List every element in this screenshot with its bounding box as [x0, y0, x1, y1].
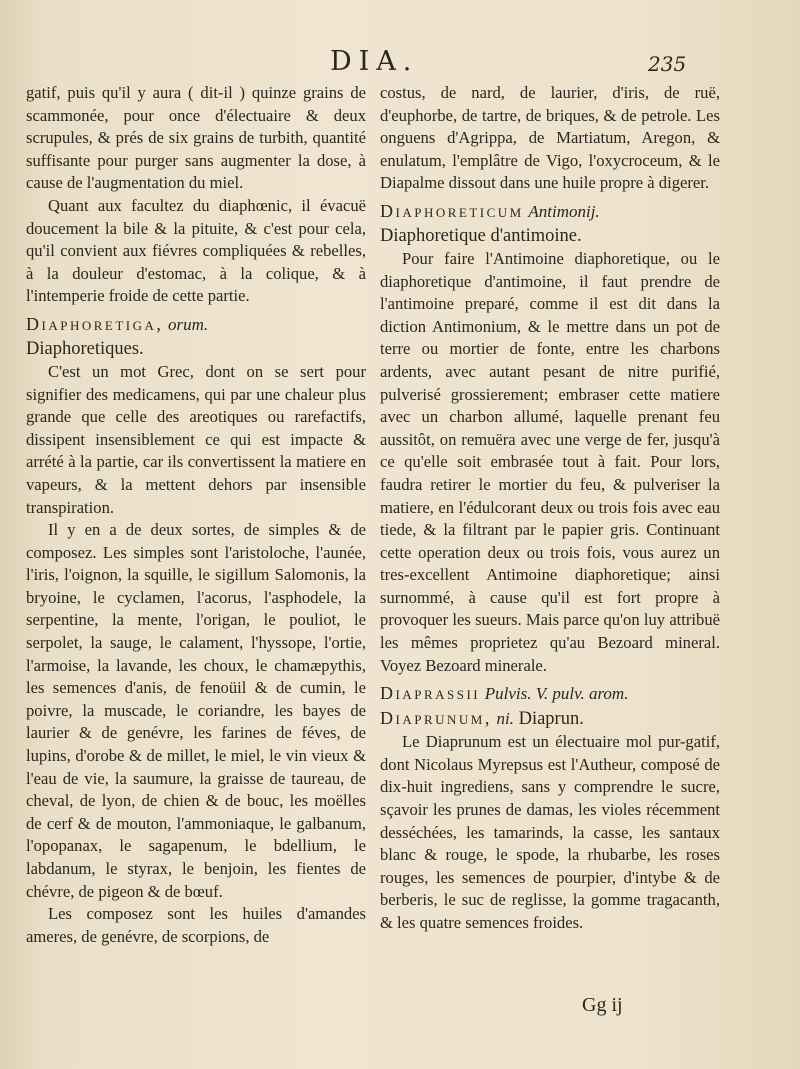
entry-headword: Diaprunum, [380, 708, 492, 729]
page-number: 235 [648, 52, 687, 76]
entry-french-term: Diaprun. [518, 709, 584, 730]
paragraph: Le Diaprunum est un électuaire mol pur-gatif, dont Nicolaus Myrepsus est l'Autheur, composé de dix-huit ingrediens, sans y comprendre le sucre, sçavoir les prunes de damas, les violes récemment desséchées, les tamarinds, la casse, les santaux blanc & rouge, le spode, la rhubarbe, les roses rouges, les semences de pourpier, d'intybe & de berberis, le suc de reglisse, la gomme tragacanth, & les quatre semences froides. [380, 732, 720, 932]
paragraph: gatif, puis qu'il y aura ( dit-il ) quinze grains de scammonée, pour once d'électuaire & deux scrupules, & prés de six grains de turbith, quantité suffisante pour purger sans augmenter la dose, à cause de l'augmentation du miel. [26, 83, 366, 193]
paragraph: Les composez sont les huiles d'amandes ameres, de genévre, de scorpions, de [26, 904, 366, 946]
running-head: DIA. [330, 46, 419, 77]
left-column [26, 82, 366, 948]
entry-heading [26, 312, 366, 337]
entry-latin-ending: Pulvis. V. pulv. arom. [484, 684, 629, 704]
right-column [380, 82, 720, 935]
entry-headword: Diaphoretiga, [26, 313, 164, 334]
paragraph: costus, de nard, de laurier, d'iris, de ruë, d'euphorbe, de tartre, de briques, & de petrole. Les onguens d'Agrippa, de Martiatum, Aregon, & enulatum, l'emplâtre de Vigo, l'oxycroceum, & le Diapalme dissout dans une huile propre à digerer. [380, 83, 720, 193]
dictionary-entry [26, 312, 366, 361]
entry-headword: Diaprassii [380, 683, 481, 704]
entry-latin-ending: orum. [168, 314, 209, 334]
entry-heading [380, 706, 720, 731]
entry-headword: Diaphoreticum [380, 200, 524, 221]
paragraph: C'est un mot Grec, dont on se sert pour signifier des medicamens, qui par une chaleur plus grande que celle des areotiques ou rarefactifs, dissipent insensiblement ce qui est impacte & arrété à la partie, car ils convertissent la matiere en vapeurs, & la mettent dehors par insensible transpiration. [26, 361, 366, 517]
entry-heading [380, 681, 720, 706]
signature-mark: Gg ij [582, 994, 623, 1016]
entry-latin-ending: Antimonij. [528, 201, 600, 221]
dictionary-entry [380, 681, 720, 731]
paragraph: Pour faire l'Antimoine diaphoretique, ou le diaphoretique d'antimoine, il faut prendre de l'antimoine preparé, comme il est dit dans la diction Antimonium, & le mettre dans un pot de terre ou mortier de fonte, entre les charbons ardents, avec autant pesant de nitre purifié, pulverisé grossierement; embraser cette matiere avec un charbon allumé, laquelle prenant feu aussitôt, on remuëra avec une verge de fer, jusqu'à ce qu'elle soit embrasée tout à fait. Pour lors, faudra retirer le mortier du feu, & pulveriser la matiere, en l'édulcorant deux ou trois fois avec eau tiede, & la filtrant par le papier gris. Continuant cette operation deux ou trois fois, vous aurez un tres-excellent Antimoine diaphoretique; ainsi surnommé, à cause qu'il est fort propre à provoquer les sueurs. Mais parce qu'on luy attribuë les mêmes proprietez qu'au Bezoard mineral. Voyez Bezoard minerale. [380, 248, 720, 675]
paragraph: Quant aux facultez du diaphœnic, il évacuë doucement la bile & la pituite, & c'est pour cela, qu'il convient aux fiévres compliquées & rebelles, à la douleur d'estomac, à la colique, & à l'intemperie froide de cette partie. [26, 195, 366, 306]
page-header [0, 40, 800, 80]
entry-latin-ending: ni. [496, 709, 514, 729]
entry-french-term: Diaphoretique d'antimoine. [380, 225, 582, 246]
dictionary-entry [380, 199, 720, 248]
entry-french-term: Diaphoretiques. [26, 338, 144, 359]
paragraph: Il y en a de deux sortes, de simples & de composez. Les simples sont l'aristoloche, l'aunée, l'iris, l'oignon, la squille, le sigillum Salomonis, la bryoine, le cyclamen, l'acorus, l'asphodele, la serpentine, la mente, l'origan, le pouliot, le serpolet, la sauge, le calament, l'hyssope, l'ortie, l'armoise, la lavande, les choux, le chamæpythis, les semences d'anis, de fenoüil & de cumin, le poivre, la muscade, le coriandre, les bayes de laurier & de genévre, les farines de féves, de lupins, d'orobe & de millet, le miel, le vin vieux & l'eau de vie, la saumure, la graisse de taureau, de cheval, de lyon, de chien & de bouc, les moëlles de cerf & de mouton, l'ammoniaque, le galbanum, l'opopanax, le sagapenum, le bdellium, le labdanum, le styrax, le benjoin, les fientes de chévre, de pigeon & de bœuf. [26, 520, 366, 901]
entry-heading [380, 199, 720, 224]
